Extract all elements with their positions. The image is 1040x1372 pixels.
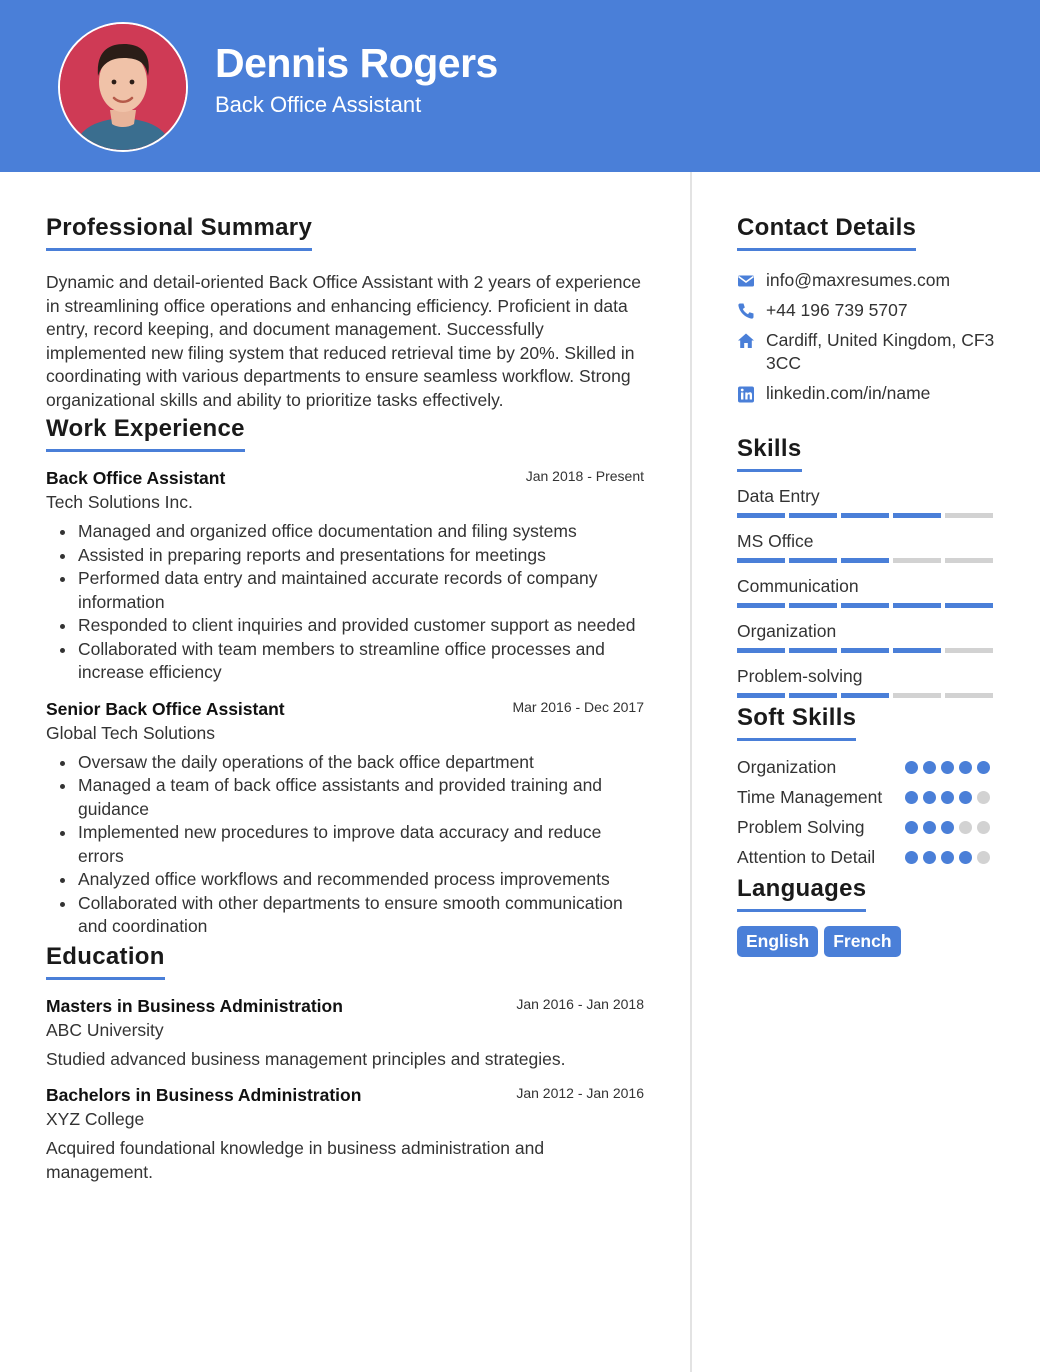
skill-level-segment — [737, 693, 785, 698]
contact-address-text: Cardiff, United Kingdom, CF3 3CC — [766, 330, 995, 373]
rating-dot — [905, 791, 918, 804]
education-degree: Masters in Business Administration — [46, 995, 343, 1016]
skill-level-segment — [945, 603, 993, 608]
rating-dot — [905, 761, 918, 774]
skill-level-segment — [789, 648, 837, 653]
skill-level-segment — [841, 513, 889, 518]
skill-level-segment — [893, 558, 941, 563]
skill-level-segment — [893, 513, 941, 518]
skill-level-segment — [737, 648, 785, 653]
job-bullet: Collaborated with other departments to ensure smooth communication and coordination — [46, 892, 646, 939]
sidebar-column — [737, 214, 995, 957]
soft-skill-item — [737, 756, 995, 779]
skill-level-segment — [841, 558, 889, 563]
job-bullet: Implemented new procedures to improve data accuracy and reduce errors — [46, 821, 646, 868]
languages-heading: Languages — [737, 875, 866, 912]
job-role: Back Office Assistant — [46, 468, 226, 488]
rating-dot — [923, 791, 936, 804]
skill-level-segment — [893, 603, 941, 608]
contact-email-text: info@maxresumes.com — [766, 270, 951, 290]
skill-level-segment — [841, 603, 889, 608]
main-column — [46, 214, 646, 1184]
rating-dot — [977, 821, 990, 834]
skill-level-bar — [737, 603, 995, 608]
job-bullet: Managed and organized office documentation and filing systems — [46, 520, 646, 544]
skills-list — [737, 485, 995, 698]
contact-address — [737, 329, 995, 375]
job-date: Mar 2016 - Dec 2017 — [512, 698, 644, 715]
contact-section — [737, 214, 995, 405]
soft-skill-rating — [905, 851, 990, 864]
column-divider — [690, 172, 692, 1372]
skill-level-segment — [789, 603, 837, 608]
rating-dot — [905, 821, 918, 834]
skill-level-segment — [893, 648, 941, 653]
experience-section — [46, 415, 646, 939]
education-description: Acquired foundational knowledge in business administration and management. — [46, 1138, 545, 1182]
soft-skill-name: Time Management — [737, 787, 883, 807]
skill-item — [737, 530, 995, 563]
candidate-name: Dennis Rogers — [215, 40, 498, 86]
job-bullets — [46, 520, 646, 685]
skill-level-segment — [789, 558, 837, 563]
avatar — [58, 22, 188, 152]
candidate-title: Back Office Assistant — [215, 92, 422, 117]
soft-skill-rating — [905, 821, 990, 834]
skill-level-segment — [841, 693, 889, 698]
contact-email[interactable] — [737, 269, 995, 292]
education-entry — [46, 1083, 646, 1184]
skill-name: MS Office — [737, 531, 814, 551]
education-section — [46, 943, 646, 1185]
job-bullet: Managed a team of back office assistants and provided training and guidance — [46, 774, 646, 821]
summary-section — [46, 214, 646, 412]
job-bullet: Assisted in preparing reports and presentations for meetings — [46, 544, 646, 568]
language-tag: French — [824, 926, 900, 957]
skill-level-segment — [737, 513, 785, 518]
contact-linkedin-text: linkedin.com/in/name — [766, 383, 931, 403]
education-date: Jan 2016 - Jan 2018 — [516, 995, 644, 1012]
skill-level-segment — [945, 648, 993, 653]
soft-skill-item — [737, 846, 995, 869]
rating-dot — [959, 821, 972, 834]
resume-header — [0, 0, 1040, 172]
soft-skills-heading: Soft Skills — [737, 704, 856, 741]
education-entry — [46, 994, 646, 1072]
education-school: XYZ College — [46, 1109, 145, 1129]
skill-item — [737, 620, 995, 653]
phone-icon — [737, 302, 755, 320]
rating-dot — [923, 761, 936, 774]
job-entry — [46, 466, 646, 685]
job-bullets — [46, 751, 646, 939]
skill-level-segment — [945, 513, 993, 518]
skill-level-bar — [737, 693, 995, 698]
skill-item — [737, 575, 995, 608]
skill-name: Data Entry — [737, 486, 820, 506]
education-date: Jan 2012 - Jan 2016 — [516, 1085, 644, 1101]
summary-text: Dynamic and detail-oriented Back Office Assistant with 2 years of experience in streamlining office operations and enhancing efficiency. Proficient in data entry, record keeping, and document management. Successfully implemented new filing system that reduced retrieval time by 20%. Skilled in coordinating with various departments to ensure seamless workflow. Strong organizational skills and ability to prioritize tasks effectively. — [46, 272, 641, 410]
skill-level-segment — [893, 693, 941, 698]
education-school: ABC University — [46, 1019, 164, 1040]
education-heading: Education — [46, 943, 165, 980]
soft-skill-item — [737, 816, 995, 839]
job-bullet: Collaborated with team members to streamline office processes and increase efficiency — [46, 638, 646, 685]
rating-dot — [977, 791, 990, 804]
rating-dot — [923, 851, 936, 864]
skill-name: Problem-solving — [737, 666, 863, 686]
education-degree: Bachelors in Business Administration — [46, 1085, 362, 1105]
rating-dot — [977, 851, 990, 864]
job-bullet: Analyzed office workflows and recommended process improvements — [46, 868, 646, 892]
summary-heading: Professional Summary — [46, 214, 312, 251]
job-bullet: Oversaw the daily operations of the back office department — [46, 751, 646, 775]
soft-skill-rating — [905, 761, 990, 774]
language-tags — [737, 926, 995, 957]
job-date: Jan 2018 - Present — [525, 468, 644, 484]
soft-skill-item — [737, 786, 995, 809]
rating-dot — [905, 851, 918, 864]
job-bullet: Performed data entry and maintained accurate records of company information — [46, 567, 646, 614]
job-bullet: Responded to client inquiries and provided customer support as needed — [46, 614, 646, 638]
skill-level-segment — [737, 603, 785, 608]
skill-level-segment — [945, 693, 993, 698]
skill-level-bar — [737, 648, 995, 653]
job-company: Global Tech Solutions — [46, 722, 215, 743]
linkedin-icon — [737, 385, 755, 403]
skill-level-bar — [737, 558, 995, 563]
soft-skill-name: Organization — [737, 757, 837, 777]
skill-level-segment — [841, 648, 889, 653]
skills-heading: Skills — [737, 435, 802, 472]
skill-level-segment — [737, 558, 785, 563]
contact-heading: Contact Details — [737, 214, 916, 251]
skill-name: Communication — [737, 576, 859, 596]
language-tag: English — [737, 926, 818, 957]
experience-heading: Work Experience — [46, 415, 245, 452]
rating-dot — [977, 761, 990, 774]
rating-dot — [941, 821, 954, 834]
rating-dot — [959, 851, 972, 864]
home-icon — [737, 332, 755, 350]
skill-level-segment — [789, 693, 837, 698]
languages-section — [737, 875, 995, 957]
envelope-icon — [737, 272, 755, 290]
soft-skill-rating — [905, 791, 990, 804]
contact-phone-text: +44 196 739 5707 — [766, 300, 908, 320]
soft-skills-section — [737, 704, 995, 869]
skill-level-bar — [737, 513, 995, 518]
skill-level-segment — [945, 558, 993, 563]
rating-dot — [941, 761, 954, 774]
soft-skills-list — [737, 756, 995, 869]
skill-item — [737, 665, 995, 698]
job-company: Tech Solutions Inc. — [46, 492, 193, 512]
soft-skill-name: Attention to Detail — [737, 847, 876, 867]
rating-dot — [959, 761, 972, 774]
skills-section — [737, 435, 995, 698]
skill-name: Organization — [737, 621, 837, 641]
rating-dot — [923, 821, 936, 834]
rating-dot — [959, 791, 972, 804]
job-entry — [46, 697, 646, 939]
rating-dot — [941, 791, 954, 804]
rating-dot — [941, 851, 954, 864]
skill-level-segment — [789, 513, 837, 518]
contact-linkedin[interactable] — [737, 382, 995, 405]
soft-skill-name: Problem Solving — [737, 817, 865, 837]
education-description: Studied advanced business management principles and strategies. — [46, 1048, 566, 1069]
contact-phone[interactable] — [737, 299, 995, 322]
skill-item — [737, 485, 995, 518]
job-role: Senior Back Office Assistant — [46, 698, 285, 719]
